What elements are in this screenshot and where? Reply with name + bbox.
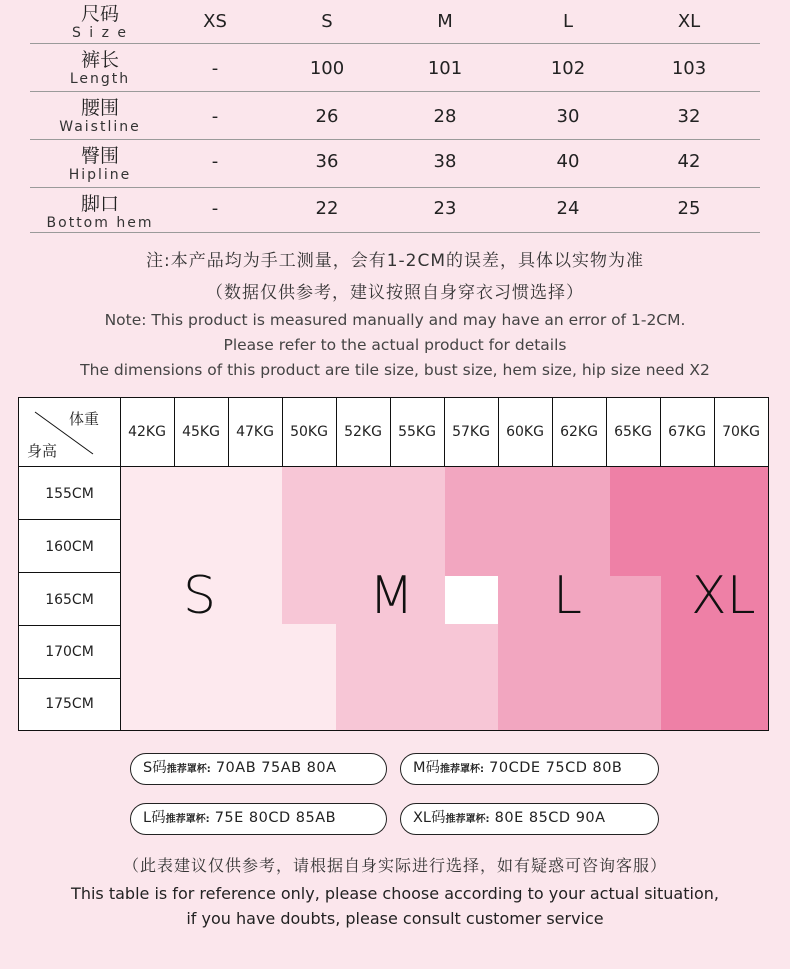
size-header-en: S i z e bbox=[71, 25, 129, 41]
weight-header: 65KG bbox=[614, 424, 652, 440]
cup-size-label: XL码 bbox=[413, 810, 446, 826]
row-label bbox=[30, 49, 170, 87]
footer-en-1: This table is for reference only, please choose according to your actual situation, bbox=[71, 884, 719, 903]
height-header: 175CM bbox=[45, 696, 94, 712]
note-en-3: The dimensions of this product are tile size, bust size, hem size, hip size need X2 bbox=[80, 361, 710, 379]
cell: 28 bbox=[433, 106, 457, 127]
cell: 25 bbox=[677, 198, 701, 219]
row-label-en: Waistline bbox=[59, 119, 141, 135]
zone-label-m: M bbox=[369, 566, 414, 626]
cell: 40 bbox=[556, 151, 580, 172]
weight-header: 55KG bbox=[398, 424, 436, 440]
weight-header: 57KG bbox=[452, 424, 490, 440]
cup-values: 80E 85CD 90A bbox=[489, 810, 606, 826]
size-table bbox=[30, 0, 760, 233]
cell: 100 bbox=[309, 58, 345, 79]
cup-caption: 推荐罩杯: bbox=[166, 764, 211, 775]
cup-size-label: S码 bbox=[143, 760, 167, 776]
note-cn-1: 注:本产品均为手工测量，会有1-2CM的误差，具体以实物为准 bbox=[145, 251, 645, 271]
zone-label-xl: XL bbox=[691, 566, 756, 626]
zone-m bbox=[282, 466, 445, 624]
weight-header: 52KG bbox=[344, 424, 382, 440]
footer-cn: （此表建议仅供参考，请根据自身实际进行选择，如有疑惑可咨询客服） bbox=[122, 856, 667, 875]
zone-s-extra bbox=[282, 624, 336, 730]
row-label-en: Bottom hem bbox=[46, 215, 154, 231]
cell: 101 bbox=[427, 58, 463, 79]
cell: - bbox=[211, 151, 219, 172]
note-en-1: Note: This product is measured manually and may have an error of 1-2CM. bbox=[104, 311, 686, 329]
row-label-cn: 裤长 bbox=[80, 49, 119, 71]
cell: - bbox=[211, 106, 219, 127]
footer-en-2: if you have doubts, please consult customer service bbox=[186, 909, 604, 928]
cup-recommend-s bbox=[130, 753, 387, 785]
size-row-waistline bbox=[30, 92, 760, 140]
weight-header: 47KG bbox=[236, 424, 274, 440]
cup-recommend-m bbox=[400, 753, 659, 785]
row-label-cn: 腰围 bbox=[80, 97, 119, 119]
cup-size-label: L码 bbox=[143, 810, 166, 826]
size-xs: XS bbox=[203, 11, 227, 32]
cell: 38 bbox=[433, 151, 457, 172]
row-label-en: Hipline bbox=[68, 167, 132, 183]
size-row-length bbox=[30, 44, 760, 92]
cup-values: 75E 80CD 85AB bbox=[209, 810, 337, 826]
row-label-en: Length bbox=[69, 71, 131, 87]
cup-recommend-xl bbox=[400, 803, 659, 835]
cell: 102 bbox=[550, 58, 586, 79]
cell: 30 bbox=[556, 106, 580, 127]
cup-caption: 推荐罩杯: bbox=[445, 814, 490, 825]
height-header: 165CM bbox=[45, 592, 94, 608]
corner-height-label: 身高 bbox=[27, 442, 58, 460]
cup-caption: 推荐罩杯: bbox=[440, 764, 485, 775]
height-header: 155CM bbox=[45, 486, 94, 502]
weight-header: 67KG bbox=[668, 424, 706, 440]
weight-header: 42KG bbox=[128, 424, 166, 440]
size-xl: XL bbox=[677, 11, 701, 32]
size-header-label bbox=[30, 3, 170, 41]
grid-line bbox=[19, 625, 120, 626]
cell: 42 bbox=[677, 151, 701, 172]
weight-header: 50KG bbox=[290, 424, 328, 440]
grid-line bbox=[19, 519, 120, 520]
row-label-cn: 臀围 bbox=[80, 145, 119, 167]
grid-line bbox=[19, 678, 120, 679]
cup-size-label: M码 bbox=[413, 760, 441, 776]
height-header: 160CM bbox=[45, 539, 94, 555]
row-label-cn: 脚口 bbox=[80, 193, 119, 215]
zone-l bbox=[445, 466, 610, 576]
cup-recommend-l bbox=[130, 803, 387, 835]
cell: 36 bbox=[315, 151, 339, 172]
cell: 23 bbox=[433, 198, 457, 219]
size-header-row bbox=[30, 0, 760, 44]
size-row-hipline bbox=[30, 140, 760, 188]
zone-label-l: L bbox=[553, 566, 582, 626]
height-header: 170CM bbox=[45, 644, 94, 660]
cup-caption: 推荐罩杯: bbox=[165, 814, 210, 825]
grid-line bbox=[19, 572, 120, 573]
note-en-2: Please refer to the actual product for details bbox=[223, 336, 567, 354]
row-label bbox=[30, 97, 170, 135]
size-s: S bbox=[321, 11, 333, 32]
zone-xl bbox=[610, 466, 768, 576]
cell: 32 bbox=[677, 106, 701, 127]
size-header-cn: 尺码 bbox=[80, 3, 119, 25]
cell: 103 bbox=[671, 58, 707, 79]
size-m: M bbox=[437, 11, 453, 32]
size-l: L bbox=[562, 11, 574, 32]
cup-values: 70CDE 75CD 80B bbox=[484, 760, 623, 776]
weight-header: 62KG bbox=[560, 424, 598, 440]
cell: 24 bbox=[556, 198, 580, 219]
note-cn-2: （数据仅供参考，建议按照自身穿衣习惯选择） bbox=[206, 283, 584, 303]
cell: - bbox=[211, 198, 219, 219]
cell: 22 bbox=[315, 198, 339, 219]
zone-m-extra bbox=[336, 624, 498, 730]
row-label bbox=[30, 145, 170, 183]
row-label bbox=[30, 193, 170, 231]
cell: 26 bbox=[315, 106, 339, 127]
weight-header: 45KG bbox=[182, 424, 220, 440]
grid-line bbox=[19, 466, 768, 467]
weight-header: 70KG bbox=[722, 424, 760, 440]
weight-header: 60KG bbox=[506, 424, 544, 440]
corner-weight-label: 体重 bbox=[69, 410, 100, 428]
size-recommendation-chart bbox=[18, 397, 769, 731]
cell: - bbox=[211, 58, 219, 79]
size-row-bottom-hem bbox=[30, 188, 760, 233]
cup-values: 70AB 75AB 80A bbox=[210, 760, 337, 776]
zone-label-s: S bbox=[183, 566, 217, 626]
